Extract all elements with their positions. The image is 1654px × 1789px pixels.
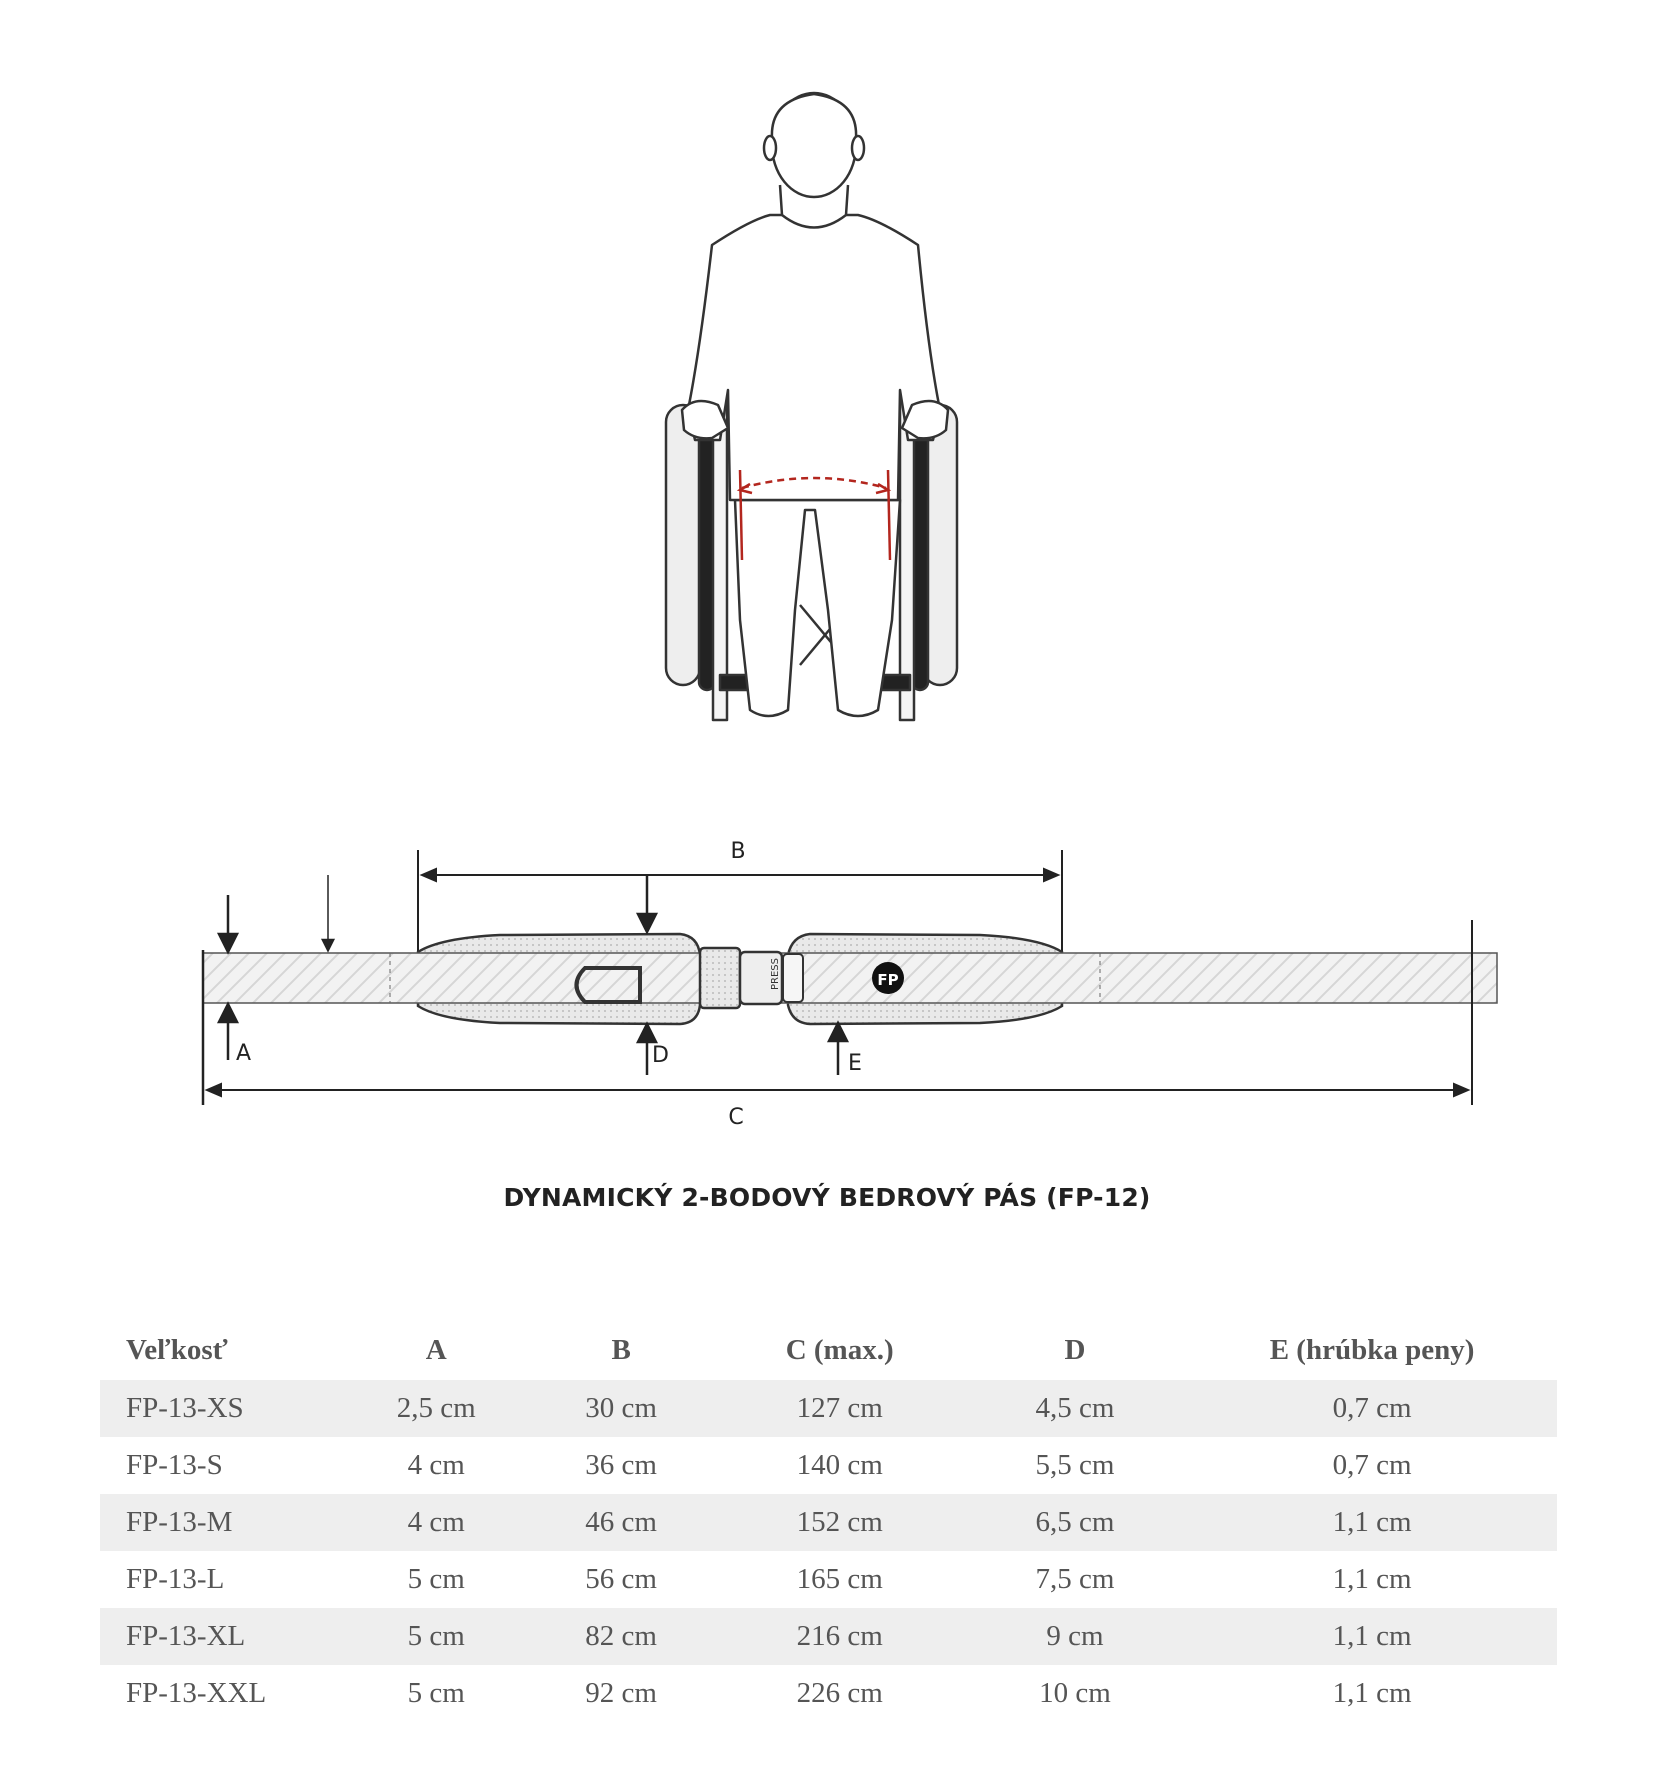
header-size: Veľkosť <box>126 1333 228 1366</box>
logo-text: FP <box>877 971 899 989</box>
size-table <box>100 1320 1557 1722</box>
cell-e: 0,7 cm <box>1332 1392 1412 1424</box>
cell-size: FP-13-XS <box>126 1392 244 1424</box>
dimension-label-d: D <box>652 1043 669 1068</box>
cell-b: 30 cm <box>585 1392 657 1424</box>
cell-d: 7,5 cm <box>1035 1563 1115 1595</box>
cell-size: FP-13-XXL <box>126 1677 267 1709</box>
cell-c: 216 cm <box>796 1620 883 1652</box>
cell-e: 1,1 cm <box>1332 1506 1412 1538</box>
product-title: DYNAMICKÝ 2-BODOVÝ BEDROVÝ PÁS (FP-12) <box>503 1183 1151 1212</box>
cell-c: 152 cm <box>796 1506 883 1538</box>
dimension-e <box>829 1023 847 1075</box>
cell-a: 5 cm <box>407 1677 465 1709</box>
cell-e: 1,1 cm <box>1332 1620 1412 1652</box>
cell-a: 5 cm <box>407 1563 465 1595</box>
table-row <box>100 1494 1557 1551</box>
header-a: A <box>425 1333 447 1366</box>
cell-c: 140 cm <box>796 1449 883 1481</box>
buckle-left <box>700 948 740 1008</box>
cell-c: 127 cm <box>796 1392 883 1424</box>
dimension-label-b: B <box>730 840 746 864</box>
table-header-row <box>100 1320 1557 1380</box>
cell-b: 36 cm <box>585 1449 657 1481</box>
cell-d: 6,5 cm <box>1035 1506 1115 1538</box>
header-d: D <box>1064 1333 1086 1366</box>
cell-b: 82 cm <box>585 1620 657 1652</box>
cell-c: 165 cm <box>796 1563 883 1595</box>
dimension-label-c: C <box>728 1105 744 1130</box>
header-c: C (max.) <box>785 1333 894 1366</box>
cell-size: FP-13-XL <box>126 1620 246 1652</box>
wheelchair-user-illustration <box>600 90 1030 750</box>
belt-dimension-diagram <box>200 840 1500 1170</box>
cell-a: 5 cm <box>407 1620 465 1652</box>
cell-b: 56 cm <box>585 1563 657 1595</box>
table-row <box>100 1608 1557 1665</box>
cell-a: 2,5 cm <box>396 1392 476 1424</box>
cell-size: FP-13-M <box>126 1506 233 1538</box>
table-row <box>100 1551 1557 1608</box>
cell-size: FP-13-S <box>126 1449 223 1481</box>
cell-c: 226 cm <box>796 1677 883 1709</box>
table-row <box>100 1437 1557 1494</box>
cell-size: FP-13-L <box>126 1563 225 1595</box>
cell-d: 10 cm <box>1039 1677 1111 1709</box>
dimension-label-e: E <box>848 1051 862 1076</box>
cell-e: 0,7 cm <box>1332 1449 1412 1481</box>
buckle-press-text: PRESS <box>770 958 781 990</box>
belt-strap <box>203 953 1497 1003</box>
cell-d: 9 cm <box>1046 1620 1104 1652</box>
header-e: E (hrúbka peny) <box>1269 1333 1475 1366</box>
cell-b: 92 cm <box>585 1677 657 1709</box>
cell-e: 1,1 cm <box>1332 1677 1412 1709</box>
table-row <box>100 1380 1557 1437</box>
cell-b: 46 cm <box>585 1506 657 1538</box>
cell-d: 5,5 cm <box>1035 1449 1115 1481</box>
cell-a: 4 cm <box>407 1506 465 1538</box>
cell-a: 4 cm <box>407 1449 465 1481</box>
header-b: B <box>611 1333 631 1366</box>
cell-e: 1,1 cm <box>1332 1563 1412 1595</box>
cell-d: 4,5 cm <box>1035 1392 1115 1424</box>
table-row <box>100 1665 1557 1722</box>
dimension-label-a: A <box>236 1041 252 1066</box>
